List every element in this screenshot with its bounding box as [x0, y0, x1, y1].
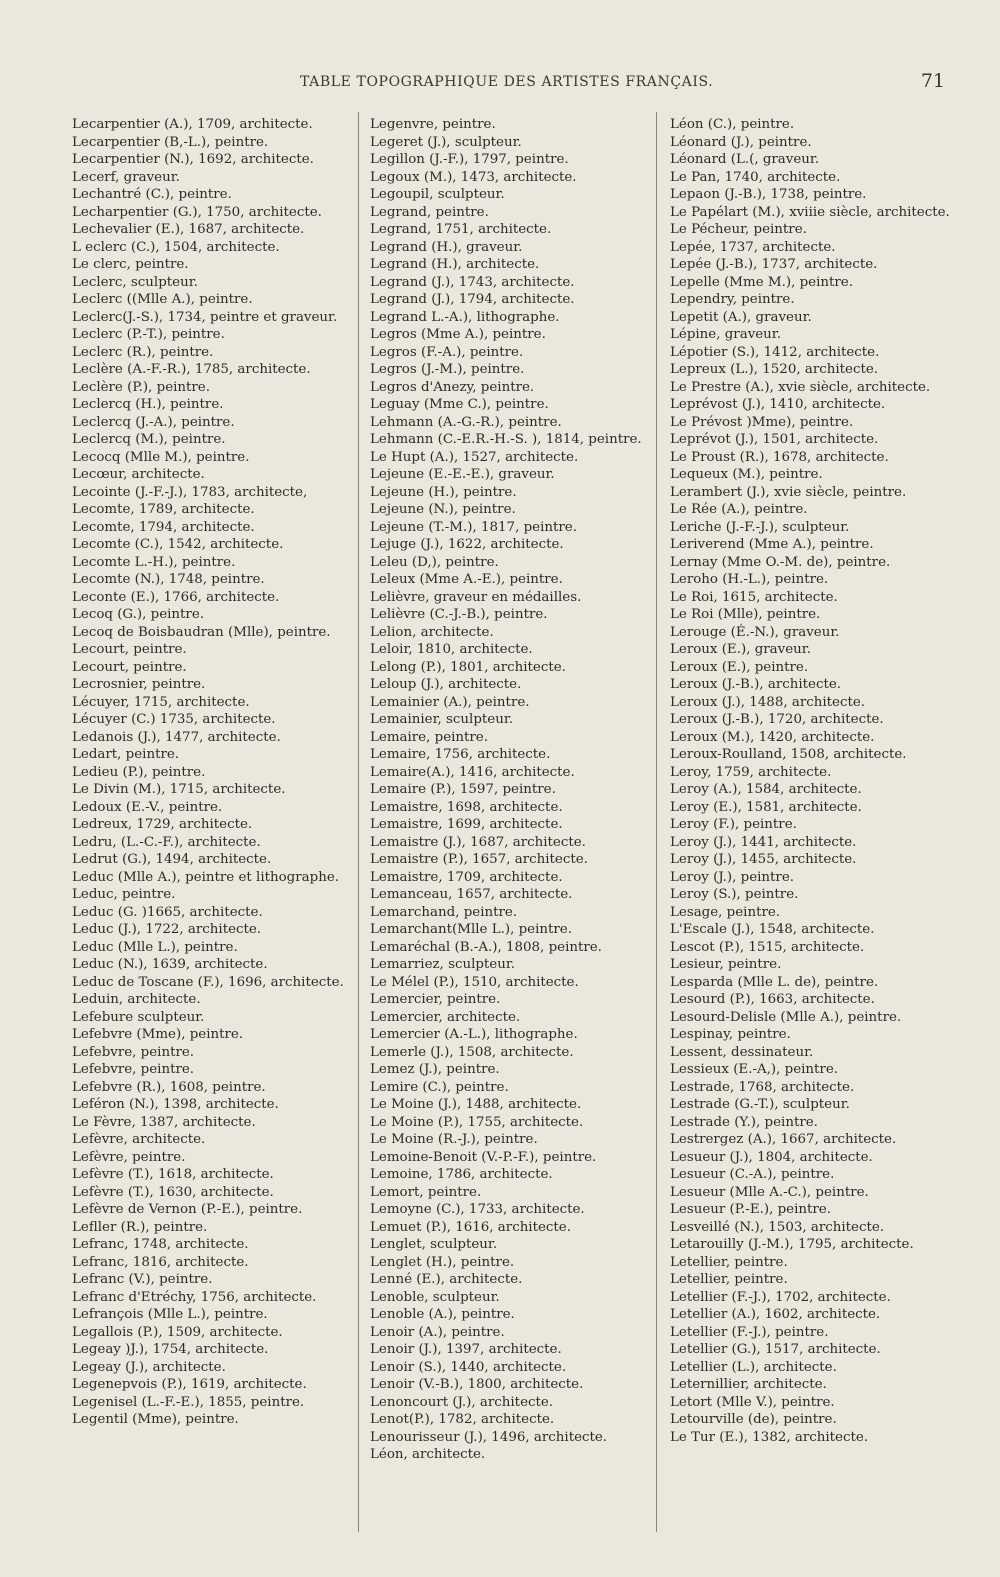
column-divider: [656, 112, 657, 1532]
index-entry: Ledru, (L.-C.-F.), architecte.: [72, 834, 261, 850]
index-entry: Le Roi, 1615, architecte.: [670, 589, 838, 605]
index-entry: Leroux-Roulland, 1508, architecte.: [670, 747, 907, 762]
index-entry: Lecharpentier (G.), 1750, architecte.: [72, 204, 322, 220]
index-entry: Lesage, peintre.: [670, 904, 781, 920]
index-entry: Le Proust (R.), 1678, architecte.: [670, 449, 889, 465]
index-entry: Lefranc (V.), peintre.: [72, 1272, 213, 1287]
index-entry: Le Pan, 1740, architecte.: [670, 169, 841, 185]
index-entry: Leclerc, sculpteur.: [72, 274, 198, 290]
index-entry: Leroho (H.-L.), peintre.: [670, 572, 829, 587]
index-entry: Lesueur (P.-E.), peintre.: [670, 1202, 831, 1217]
index-entry: L'Escale (J.), 1548, architecte.: [670, 922, 875, 937]
index-entry: Leroux (E.), graveur.: [670, 642, 811, 657]
index-entry: Leriverend (Mme A.), peintre.: [670, 537, 874, 552]
index-entry: Legrand L.-A.), lithographe.: [370, 309, 560, 325]
index-entry: Le Moine (R.-J.), peintre.: [370, 1132, 538, 1147]
index-entry: Lesourd-Delisle (Mlle A.), peintre.: [670, 1009, 902, 1025]
index-entry: Legenvre, peintre.: [370, 117, 496, 132]
index-entry: Lenoble (A.), peintre.: [370, 1307, 515, 1322]
index-entry: Ledanois (J.), 1477, architecte.: [72, 729, 281, 745]
index-entry: Leroy (J.), 1441, architecte.: [670, 834, 857, 850]
index-entry: Le Pécheur, peintre.: [670, 222, 807, 237]
index-entry: Lefebvre (Mme), peintre.: [72, 1027, 244, 1042]
index-entry: Leroy (E.), 1581, architecte.: [670, 799, 862, 815]
index-entry: Leféron (N.), 1398, architecte.: [72, 1097, 279, 1112]
index-entry: Lepetit (A.), graveur.: [670, 309, 812, 325]
index-entry: Lejeune (H.), peintre.: [370, 484, 517, 500]
index-entry: Lestrade (Y.), peintre.: [670, 1114, 818, 1130]
index-entry: Leroux (M.), 1420, architecte.: [670, 729, 875, 745]
index-entry: Lesueur (J.), 1804, architecte.: [670, 1149, 873, 1165]
index-entry: Lecointe (J.-F.-J.), 1783, architecte,: [72, 484, 308, 500]
index-entry: Leprévot (J.), 1501, architecte.: [670, 432, 879, 447]
index-entry: Le Mélel (P.), 1510, architecte.: [370, 974, 579, 990]
index-entry: Lesieur, peintre.: [670, 957, 782, 972]
index-entry: Le Roi (Mlle), peintre.: [670, 607, 821, 622]
index-entry: Le Papélart (M.), xviiie siècle, architecte.: [670, 204, 950, 220]
index-entry: Leleu (D,), peintre.: [370, 554, 499, 570]
index-entry: Letellier, peintre.: [670, 1272, 788, 1287]
index-entry: Lepée, 1737, architecte.: [670, 239, 836, 255]
index-entry: Lecerf, graveur.: [72, 169, 180, 185]
index-entry: Ledoux (E.-V., peintre.: [72, 799, 223, 815]
index-entry: Lecoq (G.), peintre.: [72, 607, 205, 622]
index-entry: Lemercier (A.-L.), lithographe.: [370, 1027, 578, 1042]
index-entry: Lemaire, peintre.: [370, 729, 488, 745]
index-entry: Leclercq (H.), peintre.: [72, 397, 224, 412]
index-entry: Legrand, 1751, architecte.: [370, 222, 552, 237]
index-column-2: [370, 116, 648, 1464]
index-entry: Lenourisseur (J.), 1496, architecte.: [370, 1429, 608, 1445]
index-entry: Leguay (Mme C.), peintre.: [370, 397, 549, 412]
index-entry: Lemaréchal (B.-A.), 1808, peintre.: [370, 939, 602, 955]
index-entry: Lemaire (P.), 1597, peintre.: [370, 782, 556, 797]
index-entry: Lelion, architecte.: [370, 624, 494, 640]
index-entry: Leroux (J.-B.), architecte.: [670, 677, 842, 692]
index-entry: Lemercier, architecte.: [370, 1009, 521, 1025]
index-entry: Leternillier, architecte.: [670, 1377, 827, 1392]
index-entry: Legenepvois (P.), 1619, architecte.: [72, 1377, 307, 1392]
index-entry: Lescot (P.), 1515, architecte.: [670, 939, 865, 955]
index-entry: Lemort, peintre.: [370, 1184, 482, 1200]
index-entry: Lelong (P.), 1801, architecte.: [370, 659, 566, 675]
index-entry: Leduc, peintre.: [72, 887, 176, 902]
index-entry: Lefranc, 1748, architecte.: [72, 1237, 249, 1252]
index-entry: Lecomte, 1789, architecte.: [72, 502, 255, 517]
index-entry: Leleux (Mme A.-E.), peintre.: [370, 572, 563, 587]
index-entry: Legros (Mme A.), peintre.: [370, 327, 546, 342]
index-entry: Leclercq (J.-A.), peintre.: [72, 414, 235, 430]
index-entry: Lecarpentier (N.), 1692, architecte.: [72, 152, 314, 167]
index-entry: Legrand, peintre.: [370, 204, 489, 220]
index-entry: Leconte (E.), 1766, architecte.: [72, 589, 280, 605]
index-entry: Lesueur (Mlle A.-C.), peintre.: [670, 1184, 869, 1200]
index-entry: Lemarchant(Mlle L.), peintre.: [370, 922, 572, 937]
index-entry: Lerambert (J.), xvie siècle, peintre.: [670, 484, 907, 500]
index-column-3: [670, 116, 950, 1446]
index-entry: Leclerc (P.-T.), peintre.: [72, 327, 225, 342]
index-entry: Lecarpentier (A.), 1709, architecte.: [72, 117, 313, 132]
index-entry: Lenné (E.), architecte.: [370, 1272, 523, 1287]
index-entry: Leduc (Mlle A.), peintre et lithographe.: [72, 869, 340, 885]
index-entry: Lemoine-Benoit (V.-P.-F.), peintre.: [370, 1149, 597, 1165]
index-entry: Lécuyer (C.) 1735, architecte.: [72, 712, 276, 727]
index-entry: Legeret (J.), sculpteur.: [370, 134, 522, 150]
page-number: 71: [920, 70, 945, 92]
index-entry: Lenoncourt (J.), architecte.: [370, 1394, 554, 1410]
index-entry: Ledrut (G.), 1494, architecte.: [72, 852, 272, 867]
index-entry: Letellier (G.), 1517, architecte.: [670, 1342, 881, 1357]
index-entry: Legoupil, sculpteur.: [370, 187, 505, 202]
index-entry: Le Prévost )Mme), peintre.: [670, 414, 854, 430]
index-entry: Leroux (J.), 1488, architecte.: [670, 694, 866, 710]
index-entry: Lestrade (G.-T.), sculpteur.: [670, 1097, 850, 1112]
index-entry: Lecrosnier, peintre.: [72, 677, 206, 692]
index-entry: Lejuge (J.), 1622, architecte.: [370, 537, 564, 552]
index-entry: Le Moine (J.), 1488, architecte.: [370, 1097, 582, 1112]
index-entry: Leroy (A.), 1584, architecte.: [670, 782, 862, 797]
index-entry: Leclerc ((Mlle A.), peintre.: [72, 292, 253, 307]
index-entry: Lesveillé (N.), 1503, architecte.: [670, 1219, 885, 1235]
index-entry: Leroy (S.), peintre.: [670, 887, 799, 902]
index-entry: Leclercq (M.), peintre.: [72, 432, 226, 447]
index-entry: Lestrade, 1768, architecte.: [670, 1079, 855, 1095]
index-entry: Lefèvre (T.), 1618, architecte.: [72, 1167, 274, 1182]
index-entry: Lemaistre, 1698, architecte.: [370, 799, 563, 815]
index-entry: Lechantré (C.), peintre.: [72, 187, 232, 202]
index-entry: Leduin, architecte.: [72, 992, 201, 1007]
index-entry: Lecocq (Mlle M.), peintre.: [72, 449, 250, 465]
index-entry: Lespinay, peintre.: [670, 1027, 791, 1042]
index-entry: Legallois (P.), 1509, architecte.: [72, 1324, 283, 1340]
index-entry: Lestrergez (A.), 1667, architecte.: [670, 1132, 897, 1147]
index-entry: Lecomte L.-H.), peintre.: [72, 554, 236, 570]
index-entry: Lessent, dessinateur.: [670, 1044, 814, 1060]
index-entry: Lechevalier (E.), 1687, architecte.: [72, 222, 305, 237]
index-entry: Leduc (N.), 1639, architecte.: [72, 957, 268, 972]
index-entry: Le Tur (E.), 1382, architecte.: [670, 1429, 869, 1445]
index-entry: Lepaon (J.-B.), 1738, peintre.: [670, 187, 867, 202]
index-entry: Letarouilly (J.-M.), 1795, architecte.: [670, 1237, 914, 1252]
index-entry: Léonard (J.), peintre.: [670, 134, 812, 150]
index-entry: Lefèvre de Vernon (P.-E.), peintre.: [72, 1202, 303, 1217]
index-entry: Legros d'Anezy, peintre.: [370, 379, 535, 395]
index-entry: Lecourt, peintre.: [72, 659, 187, 675]
index-entry: Lefranc d'Etréchy, 1756, architecte.: [72, 1289, 317, 1305]
index-entry: Leprévost (J.), 1410, architecte.: [670, 397, 886, 412]
index-entry: Letellier (F.-J.), peintre.: [670, 1324, 829, 1340]
index-entry: Le Prestre (A.), xvie siècle, architecte.: [670, 379, 931, 395]
index-entry: Lemanceau, 1657, architecte.: [370, 887, 573, 902]
index-entry: Leloir, 1810, architecte.: [370, 642, 533, 657]
index-entry: Lesparda (Mlle L. de), peintre.: [670, 974, 879, 990]
index-entry: Leroux (E.), peintre.: [670, 659, 809, 675]
index-entry: Legentil (Mme), peintre.: [72, 1412, 239, 1427]
index-entry: Leroy, 1759, architecte.: [670, 764, 832, 780]
index-entry: Lemerle (J.), 1508, architecte.: [370, 1044, 574, 1060]
index-entry: Leclerc (R.), peintre.: [72, 344, 214, 360]
index-entry: Ledieu (P.), peintre.: [72, 764, 206, 780]
index-entry: Lefebure sculpteur.: [72, 1009, 205, 1025]
index-entry: Lemainier, sculpteur.: [370, 712, 514, 727]
column-divider: [358, 112, 359, 1532]
index-entry: Letellier (L.), architecte.: [670, 1359, 837, 1375]
index-entry: Lécuyer, 1715, architecte.: [72, 694, 250, 710]
index-entry: Leloup (J.), architecte.: [370, 677, 522, 692]
index-entry: Lemoine, 1786, architecte.: [370, 1167, 553, 1182]
index-entry: Leroy (J.), peintre.: [670, 869, 795, 885]
index-entry: Lemarchand, peintre.: [370, 904, 518, 920]
index-entry: Lesueur (C.-A.), peintre.: [670, 1167, 835, 1182]
index-entry: Legros (J.-M.), peintre.: [370, 362, 525, 377]
index-column-1: [72, 116, 350, 1429]
index-entry: Lemuet (P.), 1616, architecte.: [370, 1219, 571, 1235]
index-entry: Lerouge (É.-N.), graveur.: [670, 624, 840, 640]
index-entry: Lemainier (A.), peintre.: [370, 694, 530, 710]
index-entry: Lefebvre, peintre.: [72, 1062, 195, 1077]
index-entry: Lecomte (N.), 1748, peintre.: [72, 572, 265, 587]
index-entry: Legrand (H.), architecte.: [370, 257, 540, 272]
index-entry: Lecomte (C.), 1542, architecte.: [72, 537, 284, 552]
index-entry: Léon, architecte.: [370, 1447, 486, 1462]
index-entry: Lemoyne (C.), 1733, architecte.: [370, 1202, 585, 1217]
index-entry: Le clerc, peintre.: [72, 257, 189, 272]
index-entry: Lemez (J.), peintre.: [370, 1062, 500, 1077]
index-entry: Ledreux, 1729, architecte.: [72, 817, 253, 832]
index-entry: Lependry, peintre.: [670, 292, 795, 307]
index-entry: Lefranc, 1816, architecte.: [72, 1254, 249, 1270]
index-entry: Léon (C.), peintre.: [670, 117, 795, 132]
index-entry: Le Rée (A.), peintre.: [670, 502, 808, 517]
index-entry: Lemaistre (P.), 1657, architecte.: [370, 852, 588, 867]
index-entry: Lecœur, architecte.: [72, 467, 205, 482]
index-entry: Legros (F.-A.), peintre.: [370, 344, 524, 360]
index-entry: Letellier, peintre.: [670, 1254, 788, 1270]
index-entry: Legillon (J.-F.), 1797, peintre.: [370, 152, 569, 167]
index-entry: Legeay (J.), architecte.: [72, 1359, 226, 1375]
index-entry: Le Fèvre, 1387, architecte.: [72, 1114, 256, 1130]
index-entry: Lenot(P.), 1782, architecte.: [370, 1412, 555, 1427]
index-entry: Lefèvre, architecte.: [72, 1132, 206, 1147]
index-entry: Ledart, peintre.: [72, 747, 180, 762]
page-header: [70, 70, 945, 94]
index-entry: Leclère (P.), peintre.: [72, 379, 210, 395]
index-entry: Lessieux (E.-A,), peintre.: [670, 1062, 839, 1077]
index-entry: Leclère (A.-F.-R.), 1785, architecte.: [72, 362, 311, 377]
index-entry: Lemaire(A.), 1416, architecte.: [370, 764, 575, 780]
index-entry: Legoux (M.), 1473, architecte.: [370, 169, 577, 185]
index-entry: Lemarriez, sculpteur.: [370, 957, 516, 972]
index-entry: Leroy (F.), peintre.: [670, 817, 797, 832]
index-entry: Lecomte, 1794, architecte.: [72, 519, 255, 535]
index-entry: Lernay (Mme O.-M. de), peintre.: [670, 554, 891, 570]
index-entry: Legenisel (L.-F.-E.), 1855, peintre.: [72, 1394, 305, 1410]
index-entry: Legrand (H.), graveur.: [370, 239, 523, 255]
index-entry: Lehmann (C.-E.R.-H.-S. ), 1814, peintre.: [370, 432, 642, 447]
index-entry: Legrand (J.), 1794, architecte.: [370, 292, 575, 307]
index-entry: Lefèvre (T.), 1630, architecte.: [72, 1184, 274, 1200]
index-entry: Lefller (R.), peintre.: [72, 1219, 208, 1235]
index-entry: Lenoble, sculpteur.: [370, 1289, 500, 1305]
index-entry: Lejeune (E.-E.-E.), graveur.: [370, 467, 555, 482]
index-entry: Leduc (J.), 1722, architecte.: [72, 922, 262, 937]
index-entry: Lefebvre, peintre.: [72, 1044, 195, 1060]
index-entry: Lenglet, sculpteur.: [370, 1237, 498, 1252]
running-title: TABLE TOPOGRAPHIQUE DES ARTISTES FRANÇAIS.: [300, 74, 714, 90]
index-entry: Legeay )J.), 1754, architecte.: [72, 1342, 269, 1357]
index-entry: Lepreux (L.), 1520, architecte.: [670, 362, 879, 377]
index-entry: Lenoir (A.), peintre.: [370, 1324, 505, 1340]
index-entry: Lecarpentier (B,-L.), peintre.: [72, 134, 269, 150]
index-entry: Lemercier, peintre.: [370, 992, 501, 1007]
index-entry: Lemaistre (J.), 1687, architecte.: [370, 834, 586, 850]
index-entry: Lepelle (Mme M.), peintre.: [670, 274, 853, 290]
index-entry: Lenoir (V.-B.), 1800, architecte.: [370, 1377, 584, 1392]
index-entry: Lequeux (M.), peintre.: [670, 467, 823, 482]
index-entry: L eclerc (C.), 1504, architecte.: [72, 239, 280, 255]
index-entry: Letort (Mlle V.), peintre.: [670, 1394, 835, 1410]
index-entry: Lenoir (J.), 1397, architecte.: [370, 1342, 562, 1357]
index-entry: Letellier (F.-J.), 1702, architecte.: [670, 1289, 891, 1305]
index-entry: Lemaistre, 1709, architecte.: [370, 869, 563, 885]
index-entry: Lefrançois (Mlle L.), peintre.: [72, 1307, 268, 1322]
index-entry: Leroux (J.-B.), 1720, architecte.: [670, 712, 884, 727]
index-entry: Legrand (J.), 1743, architecte.: [370, 274, 575, 290]
index-entry: Le Moine (P.), 1755, architecte.: [370, 1114, 584, 1130]
index-entry: Letourville (de), peintre.: [670, 1412, 837, 1427]
index-entry: Lépotier (S.), 1412, architecte.: [670, 344, 880, 360]
index-entry: Lefebvre (R.), 1608, peintre.: [72, 1079, 266, 1095]
index-entry: Lenoir (S.), 1440, architecte.: [370, 1359, 567, 1375]
index-entry: Lépine, graveur.: [670, 327, 781, 342]
index-entry: Lecoq de Boisbaudran (Mlle), peintre.: [72, 624, 331, 640]
index-entry: Leriche (J.-F.-J.), sculpteur.: [670, 519, 850, 535]
index-entry: Leduc (Mlle L.), peintre.: [72, 939, 238, 955]
index-entry: Le Divin (M.), 1715, architecte.: [72, 782, 286, 797]
index-entry: Lelièvre (C.-J.-B.), peintre.: [370, 607, 548, 622]
index-entry: Lejeune (N.), peintre.: [370, 502, 516, 517]
index-entry: Léonard (L.(, graveur.: [670, 152, 820, 167]
index-entry: Le Hupt (A.), 1527, architecte.: [370, 449, 579, 465]
index-entry: Lemire (C.), peintre.: [370, 1079, 509, 1095]
index-entry: Leduc de Toscane (F.), 1696, architecte.: [72, 974, 344, 990]
index-entry: Leroy (J.), 1455, architecte.: [670, 852, 857, 867]
index-entry: Leclerc(J.-S.), 1734, peintre et graveur.: [72, 309, 338, 325]
index-entry: Lemaire, 1756, architecte.: [370, 747, 551, 762]
index-entry: Lecourt, peintre.: [72, 642, 187, 657]
index-entry: Lehmann (A.-G.-R.), peintre.: [370, 414, 562, 430]
index-entry: Lesourd (P.), 1663, architecte.: [670, 992, 875, 1007]
index-entry: Lepée (J.-B.), 1737, architecte.: [670, 257, 878, 272]
index-entry: Letellier (A.), 1602, architecte.: [670, 1307, 881, 1322]
index-entry: Lemaistre, 1699, architecte.: [370, 817, 563, 832]
index-entry: Lelièvre, graveur en médailles.: [370, 589, 582, 605]
index-entry: Lenglet (H.), peintre.: [370, 1254, 515, 1270]
index-entry: Leduc (G. )1665, architecte.: [72, 904, 263, 920]
index-entry: Lejeune (T.-M.), 1817, peintre.: [370, 519, 577, 535]
index-entry: Lefèvre, peintre.: [72, 1149, 186, 1165]
